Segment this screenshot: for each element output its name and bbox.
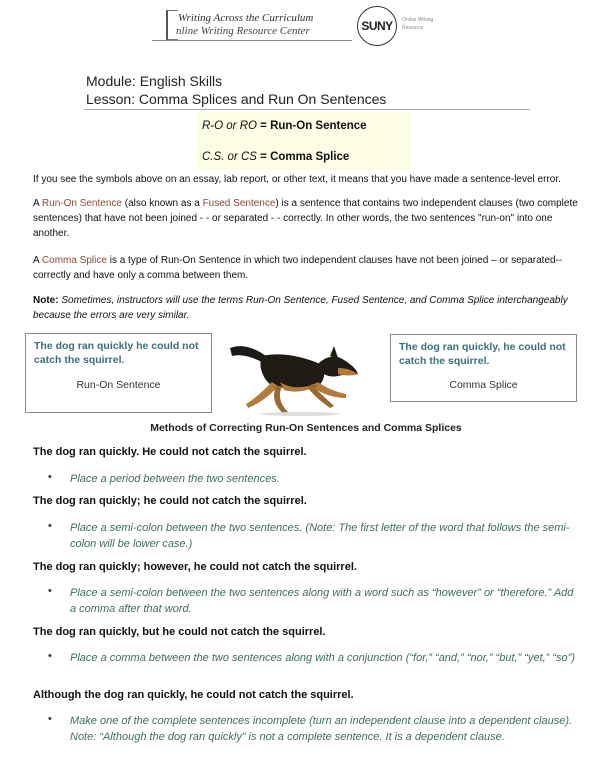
running-dog-image	[222, 334, 362, 416]
method-4-bullet: •	[48, 650, 52, 662]
runon-def-mid: (also known as a	[121, 198, 203, 209]
method-5-tip: Make one of the complete sentences incomplete (turn an independent clause into a dependent clause). Note: “Although the dog ran quickly” is not a complete sentence. It is a dependent clause.	[70, 715, 573, 743]
module-title: Module: English Skills	[86, 73, 223, 89]
suny-logo-text-1: Online Writing	[402, 17, 434, 23]
suny-logo-text-2: Resource	[402, 25, 424, 31]
splice-def-a: A	[33, 255, 42, 266]
header-subtitle: nline Writing Resource Center	[176, 25, 310, 37]
method-2-bullet: •	[48, 520, 52, 532]
method-1-bullet: •	[48, 471, 52, 483]
intro-paragraph: If you see the symbols above on an essay, lab report, or other text, it means that you have made a sentence-level error.	[33, 174, 561, 185]
method-2-example: The dog ran quickly; he could not catch the squirrel.	[33, 495, 307, 507]
fused-term: Fused Sentence	[202, 198, 276, 209]
suny-logo: SUNY	[357, 6, 397, 46]
cs-code: C.S. or CS	[202, 151, 257, 163]
note-text: Sometimes, instructors will use the terms Run-On Sentence, Fused Sentence, and Comma Splice interchangeably because the errors are very similar.	[33, 295, 568, 321]
runon-label: = Run-On Sentence	[260, 120, 367, 132]
method-3-example: The dog ran quickly; however, he could not catch the squirrel.	[33, 561, 357, 573]
runon-code: R-O or RO	[202, 120, 257, 132]
comma-splice-example-text: The dog ran quickly, he could not catch the squirrel.	[399, 341, 566, 367]
method-3-bullet: •	[48, 585, 52, 597]
method-2-tip: Place a semi-colon between the two sentences. (Note: The first letter of the word that follows the semi-colon will be lower case.)	[70, 522, 570, 550]
method-5-bullet: •	[48, 713, 52, 725]
symbol-runon	[202, 120, 367, 132]
note-paragraph	[33, 293, 585, 323]
comma-splice-example-label: Comma Splice	[449, 379, 518, 391]
comma-splice-definition	[33, 253, 585, 283]
cs-label: = Comma Splice	[260, 151, 350, 163]
comma-splice-example-box	[390, 334, 577, 402]
header-divider	[152, 40, 352, 41]
runon-definition	[33, 196, 585, 241]
splice-def-rest: is a type of Run-On Sentence in which two independent clauses have not been joined – or separated--correctly and have only a comma between them.	[33, 255, 563, 281]
method-4-example: The dog ran quickly, but he could not catch the squirrel.	[33, 626, 326, 638]
method-4-tip: Place a comma between the two sentences along with a conjunction (“for,” “and,” “nor,” “but,” “yet,” “so”)	[70, 652, 576, 664]
method-5-example: Although the dog ran quickly, he could not catch the squirrel.	[33, 689, 354, 701]
lesson-title: Lesson: Comma Splices and Run On Sentences	[86, 91, 387, 107]
runon-def-rest: ) is a sentence that contains two independent clauses (two complete sentences) that have not been joined - - or separated - - correctly. In other words, the two sentences "run-on" into one another.	[33, 198, 578, 239]
runon-example-box	[25, 333, 212, 413]
comma-splice-term: Comma Splice	[41, 255, 107, 266]
symbol-comma-splice	[202, 151, 349, 163]
title-divider	[84, 109, 530, 110]
method-1-tip: Place a period between the two sentences.	[70, 473, 280, 485]
header-title: Writing Across the Curriculum	[178, 12, 314, 24]
methods-heading: Methods of Correcting Run-On Sentences and Comma Splices	[150, 422, 462, 434]
note-label: Note:	[33, 295, 62, 306]
runon-example-text: The dog ran quickly he could not catch the squirrel.	[34, 340, 199, 366]
method-3-tip: Place a semi-colon between the two sentences along with a word such as “however” or “therefore.” Add a comma after that word.	[70, 587, 574, 615]
runon-term: Run-On Sentence	[41, 198, 122, 209]
runon-def-a: A	[33, 198, 42, 209]
runon-example-label: Run-On Sentence	[76, 379, 161, 391]
method-1-example: The dog ran quickly. He could not catch the squirrel.	[33, 446, 307, 458]
